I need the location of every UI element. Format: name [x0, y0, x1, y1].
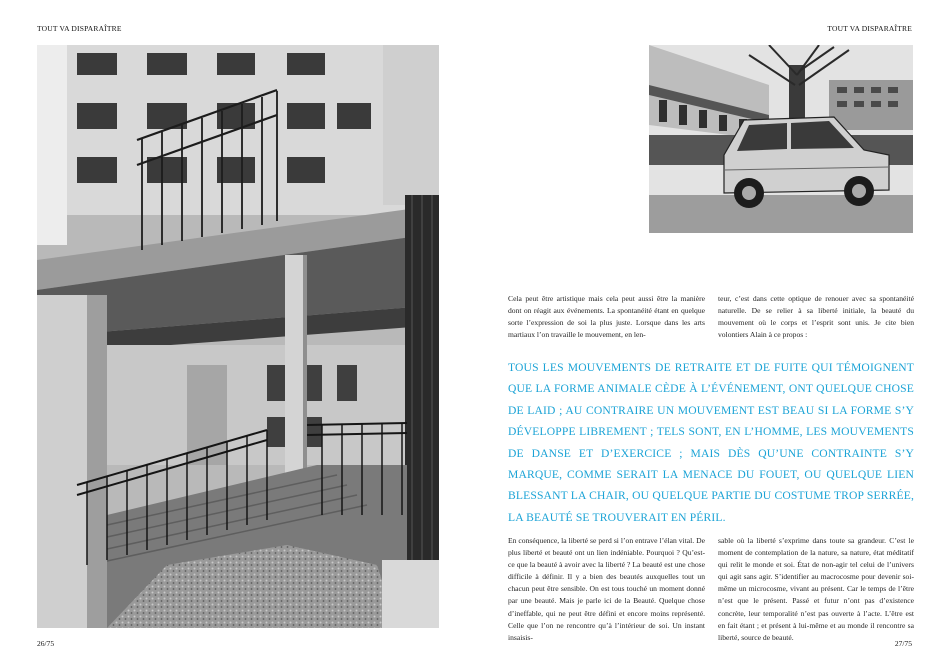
- paragraph: sable où la liberté s’exprime dans toute sa grandeur. C’est le moment de contemplation de la nature, sa nature, état méditatif qui relit le monde et soi. État de non-agir tel celui de l’univers qui agit sans agir. S’identifier au macrocosme pour devenir soi-même un microcosme, vivant au présent. Car le temps de l’être n’est que le présent. Passé et futur n’ont pas d’existence concrète, leur temporalité n’est pas ouverte à l’acte. L’être est en fait étant ; et présent à lui-même et au monde il rencontre sa liberté, source de beauté.: [718, 536, 914, 642]
- paragraph: En conséquence, la liberté se perd si l’on entrave l’élan vital. De plus liberté et beauté ont un lien indéniable. Pourquoi ? Qu’est-ce que la beauté à avoir avec la liberté ? La beauté est une chose difficile à définir. Il y a bien des beautés auxquelles tout un chacun peut être sensible. On est tous touché un moment donné par une beauté. Mais je parle ici de la Beauté. Quelque chose d’ineffable, qui ne peut être défini et encore moins représenté. Celle que l’on ne rencontre qu’à l’intérieur de soi. Un instant insaisis-: [508, 536, 705, 642]
- photo-car-building-image: [649, 45, 913, 233]
- body-text-column-bottom-left: [508, 535, 705, 644]
- body-text-column-top-left: [508, 293, 705, 341]
- body-text-column-bottom-right: [718, 535, 914, 644]
- body-text-column-top-right: [718, 293, 914, 341]
- page-number-left: 26/75: [37, 639, 55, 648]
- running-head-left: TOUT VA DISPARAÎTRE: [37, 24, 122, 33]
- pull-quote: TOUS LES MOUVEMENTS DE RETRAITE ET DE FUITE QUI TÉMOIGNENT QUE LA FORME ANIMALE CÈDE À L’ÉVÉNEMENT, ONT QUELQUE CHOSE DE LAID ; AU CONTRAIRE UN MOUVEMENT EST BEAU SI LA FORME S’Y DÉVELOPPE LIBREMENT ; TELS SONT, EN L’HOMME, LES MOUVEMENTS DE DANSE ET D’EXERCICE ; MAIS DÈS QU’UNE CONTRAINTE S’Y MARQUE, COMME SERAIT LA MENACE DU FOUET, OU QUELQUE LIEN BLESSANT LA CHAIR, OU QUELQUE PARTIE DU COSTUME TROP SERRÉE, LA BEAUTÉ SE TROUVERAIT EN PÉRIL.: [508, 361, 914, 524]
- photo-car-building: [649, 45, 913, 233]
- paragraph: Cela peut être artistique mais cela peut aussi être la manière dont on réagit aux événements. La spontanéité étant en quelque sorte l’expression de soi la plus juste. Lorsque dans les arts martiaux l’on travaille le mouvement, en len-: [508, 294, 705, 340]
- running-head-right: TOUT VA DISPARAÎTRE: [827, 24, 912, 33]
- photo-housing-staircase: [37, 45, 439, 628]
- paragraph: teur, c’est dans cette optique de renouer avec sa spontanéité naturelle. De se relier à sa liberté initiale, la beauté du mouvement où le corps et l’esprit sont unis. Je cite bien volontiers Alain à ce propos :: [718, 294, 914, 340]
- photo-housing-staircase-image: [37, 45, 439, 628]
- page-number-right: 27/75: [894, 639, 912, 648]
